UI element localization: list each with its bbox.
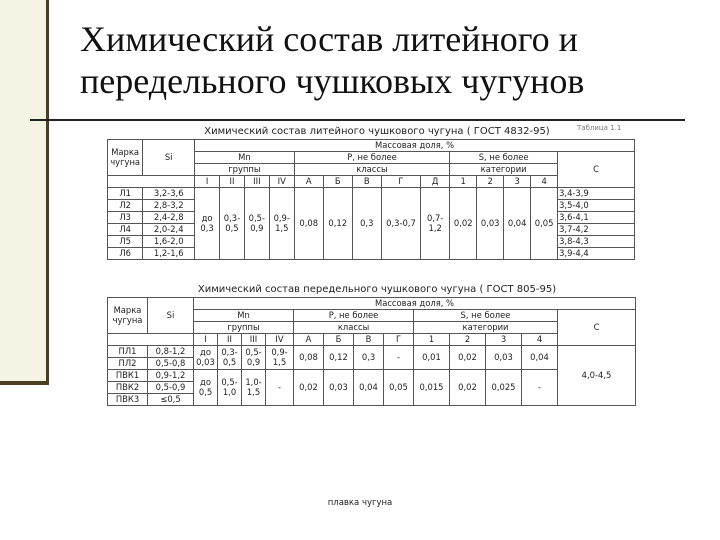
- t1-c: 3,4-3,9: [558, 188, 635, 200]
- left-decor-foot: [0, 381, 49, 385]
- t1-h-p-sub: классы: [294, 164, 450, 176]
- t1-si: 2,4-2,8: [143, 212, 195, 224]
- t1-s-cat: 4: [531, 176, 558, 188]
- t1-c: 3,8-4,3: [558, 236, 635, 248]
- t1-h-mn-sub: группы: [195, 164, 295, 176]
- t1-s-cat: 2: [477, 176, 504, 188]
- t2-p-class: Б: [324, 334, 354, 346]
- title-divider: [30, 119, 685, 121]
- t2-p: -: [384, 346, 414, 370]
- t1-p: 0,12: [323, 188, 352, 260]
- t2-s-cat: 3: [486, 334, 522, 346]
- t2-grade: ПВК3: [108, 394, 148, 406]
- t2-h-mass: Массовая доля, %: [194, 298, 636, 310]
- t2-p: 0,02: [294, 370, 324, 406]
- page-title: Химический состав литейного и передельного чушковых чугунов: [80, 19, 585, 101]
- t2-mn: 0,3- 0,5: [218, 346, 242, 370]
- t2-p: 0,3: [354, 346, 384, 370]
- t2-mn-group: I: [194, 334, 218, 346]
- t1-h-c: C: [558, 152, 635, 188]
- t1-grade: Л6: [108, 248, 143, 260]
- t1-p: 0,3: [352, 188, 381, 260]
- t2-s-cat: 1: [414, 334, 450, 346]
- t2-p: 0,12: [324, 346, 354, 370]
- t1-s: 0,03: [477, 188, 504, 260]
- t2-p: 0,04: [354, 370, 384, 406]
- t1-c: 3,7-4,2: [558, 224, 635, 236]
- t2-s-cat: 4: [522, 334, 558, 346]
- t1-p-class: Д: [421, 176, 450, 188]
- t2-h-p: P, не более: [294, 310, 414, 322]
- t1-p-class: В: [352, 176, 381, 188]
- t1-si: 1,2-1,6: [143, 248, 195, 260]
- left-decor-bar: [46, 0, 49, 385]
- t2-p-class: А: [294, 334, 324, 346]
- t1-grade: Л1: [108, 188, 143, 200]
- t1-p-class: Б: [323, 176, 352, 188]
- t2-h-mn-sub: группы: [194, 322, 294, 334]
- t2-h-c: C: [558, 310, 636, 346]
- t1-si: 2,8-3,2: [143, 200, 195, 212]
- t2-mn: 0,5- 0,9: [242, 346, 266, 370]
- t1-h-mn: Mn: [195, 152, 295, 164]
- t2-h-blank: [108, 334, 194, 346]
- t1-c: 3,9-4,4: [558, 248, 635, 260]
- t2-h-s: S, не более: [414, 310, 558, 322]
- tables-gap: [107, 260, 647, 282]
- t1-h-si: Si: [143, 140, 195, 176]
- t2-s: 0,015: [414, 370, 450, 406]
- t1-grade: Л3: [108, 212, 143, 224]
- t1-grade: Л5: [108, 236, 143, 248]
- t2-si: 0,5-0,8: [148, 358, 194, 370]
- t2-mn-group: IV: [266, 334, 294, 346]
- t2-mn: 0,5- 1,0: [218, 370, 242, 406]
- t1-p: 0,08: [294, 188, 323, 260]
- t2-si: 0,9-1,2: [148, 370, 194, 382]
- t2-h-si: Si: [148, 298, 194, 334]
- t1-mn-group: I: [195, 176, 220, 188]
- t1-s: 0,05: [531, 188, 558, 260]
- t1-mn-group: III: [244, 176, 269, 188]
- t2-h-mn: Mn: [194, 310, 294, 322]
- t2-mn-group: III: [242, 334, 266, 346]
- t1-mn: до 0,3: [195, 188, 220, 260]
- t2-si: ≤0,5: [148, 394, 194, 406]
- t2-si: 0,5-0,9: [148, 382, 194, 394]
- t2-p: 0,08: [294, 346, 324, 370]
- t1-mn-group: II: [220, 176, 245, 188]
- t2-s: 0,01: [414, 346, 450, 370]
- t2-s: 0,02: [450, 346, 486, 370]
- t1-mn: 0,9- 1,5: [269, 188, 294, 260]
- t1-h-mass: Массовая доля, %: [195, 140, 635, 152]
- t2-c: 4,0-4,5: [558, 346, 636, 406]
- slide-footer: плавка чугуна: [327, 498, 393, 508]
- t1-si: 3,2-3,6: [143, 188, 195, 200]
- t1-h-s: S, не более: [450, 152, 558, 164]
- t1-si: 2,0-2,4: [143, 224, 195, 236]
- table-foundry-iron: [107, 139, 635, 260]
- t1-h-p: P, не более: [294, 152, 450, 164]
- t1-h-grade: Марка чугуна: [108, 140, 143, 176]
- t2-mn-group: II: [218, 334, 242, 346]
- t2-p-class: Г: [384, 334, 414, 346]
- t1-mn-group: IV: [269, 176, 294, 188]
- t2-p: 0,03: [324, 370, 354, 406]
- t2-p-class: В: [354, 334, 384, 346]
- table2-caption: Химический состав передельного чушкового чугуна ( ГОСТ 805-95): [197, 284, 557, 295]
- t2-s: 0,04: [522, 346, 558, 370]
- t1-c: 3,6-4,1: [558, 212, 635, 224]
- t2-s: -: [522, 370, 558, 406]
- t2-grade: ПЛ2: [108, 358, 148, 370]
- scanned-tables: [107, 124, 647, 406]
- t2-s: 0,02: [450, 370, 486, 406]
- t1-s-cat: 1: [450, 176, 477, 188]
- t1-h-blank: [108, 176, 195, 188]
- t2-grade: ПЛ1: [108, 346, 148, 358]
- t1-grade: Л4: [108, 224, 143, 236]
- t2-s: 0,025: [486, 370, 522, 406]
- t2-grade: ПВК2: [108, 382, 148, 394]
- t2-mn: -: [266, 370, 294, 406]
- t2-mn: 0,9- 1,5: [266, 346, 294, 370]
- t2-si: 0,8-1,2: [148, 346, 194, 358]
- t1-si: 1,6-2,0: [143, 236, 195, 248]
- table1-caption: Химический состав литейного чушкового чугуна ( ГОСТ 4832-95): [204, 126, 550, 137]
- table-ref-mark: Таблица 1.1: [577, 124, 622, 132]
- t1-p: 0,3-0,7: [381, 188, 420, 260]
- left-decor-band: [0, 0, 46, 385]
- t1-grade: Л2: [108, 200, 143, 212]
- table-conversion-iron: [107, 297, 636, 406]
- t1-p-class: А: [294, 176, 323, 188]
- t1-s-cat: 3: [504, 176, 531, 188]
- t2-mn: до 0,03: [194, 346, 218, 370]
- t1-p-class: Г: [381, 176, 420, 188]
- t2-p: 0,05: [384, 370, 414, 406]
- t2-mn: 1,0- 1,5: [242, 370, 266, 406]
- t2-s: 0,03: [486, 346, 522, 370]
- t1-p: 0,7- 1,2: [421, 188, 450, 260]
- t2-h-p-sub: классы: [294, 322, 414, 334]
- t1-h-s-sub: категории: [450, 164, 558, 176]
- t2-s-cat: 2: [450, 334, 486, 346]
- t2-h-grade: Марка чугуна: [108, 298, 148, 334]
- t1-s: 0,04: [504, 188, 531, 260]
- t1-c: 3,5-4,0: [558, 200, 635, 212]
- t1-mn: 0,3- 0,5: [220, 188, 245, 260]
- t2-grade: ПВК1: [108, 370, 148, 382]
- t2-mn: до 0,5: [194, 370, 218, 406]
- t1-s: 0,02: [450, 188, 477, 260]
- t1-mn: 0,5- 0,9: [244, 188, 269, 260]
- t2-h-s-sub: категории: [414, 322, 558, 334]
